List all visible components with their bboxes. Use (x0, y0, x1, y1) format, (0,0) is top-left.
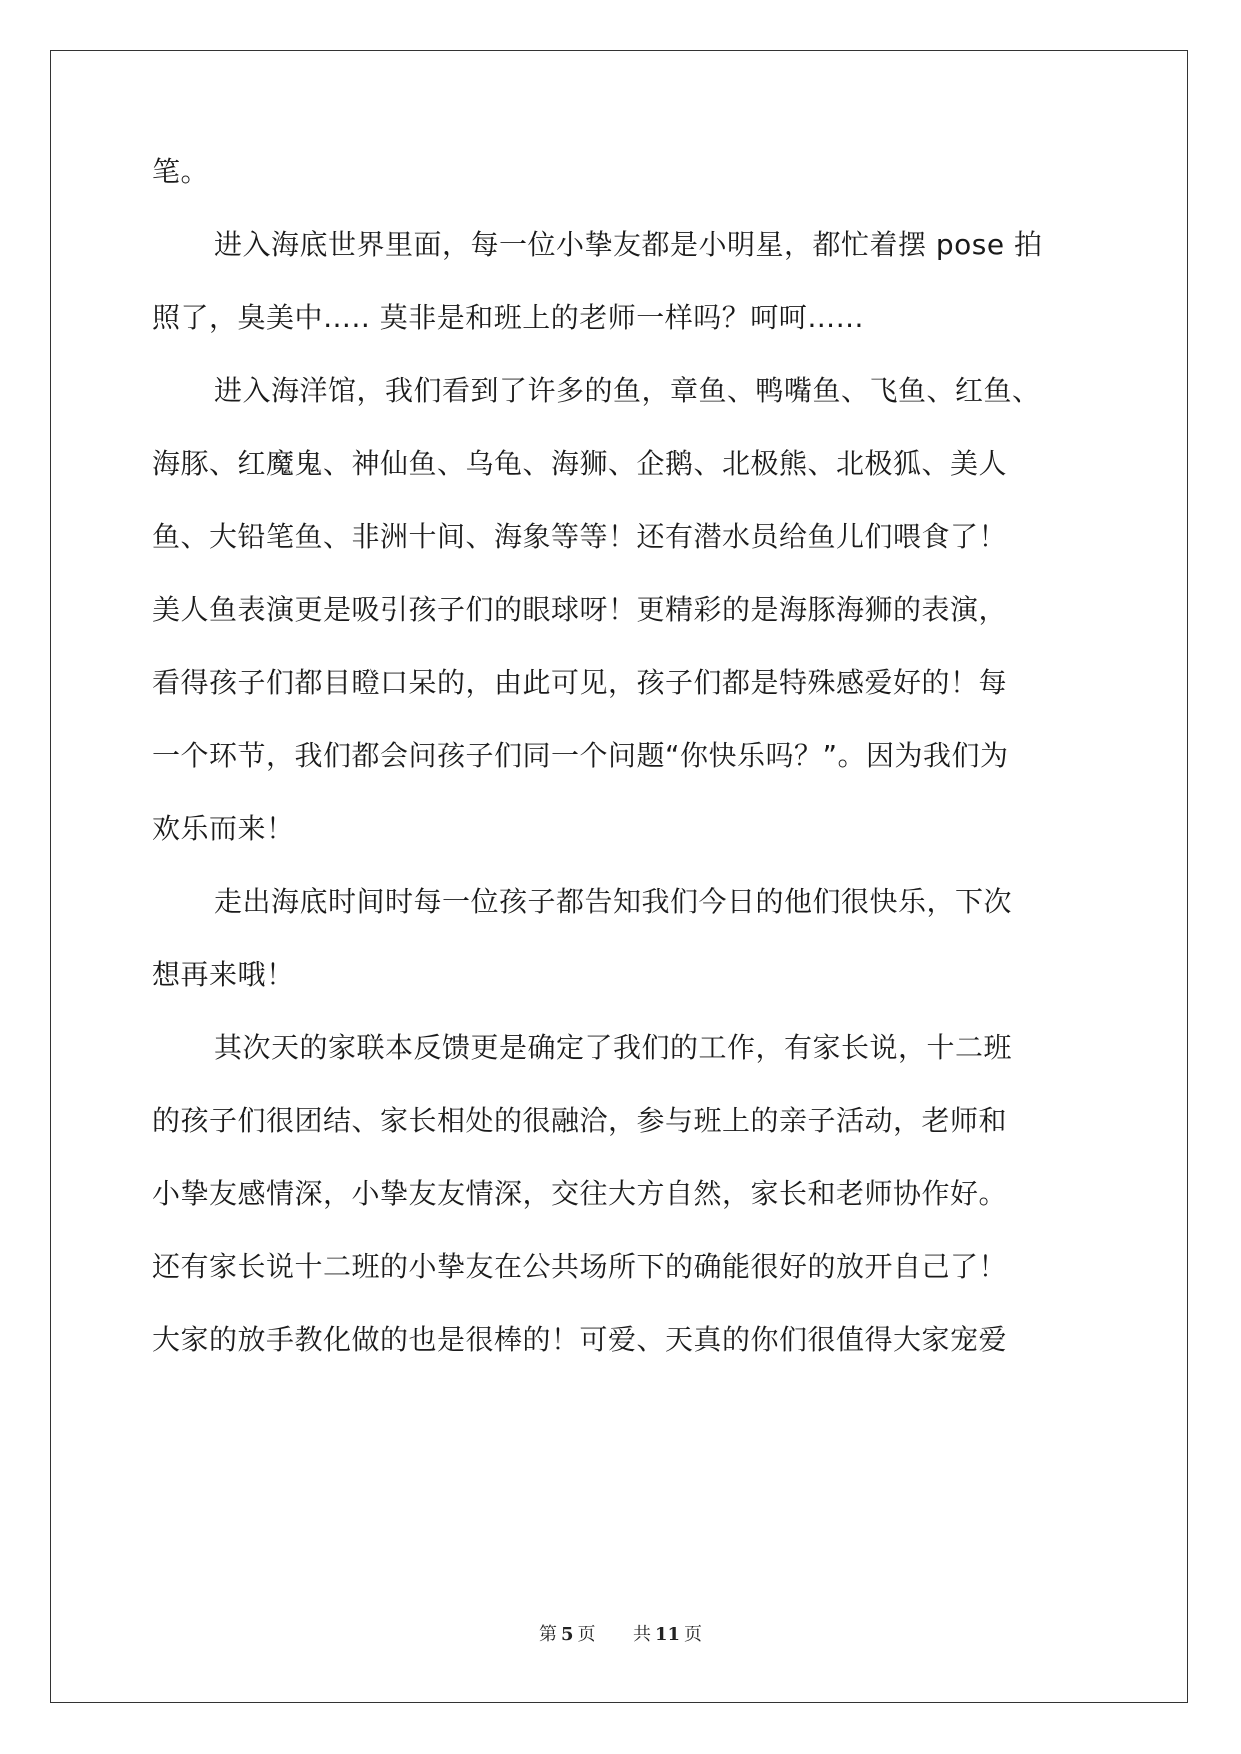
paragraph-first-line: 进入海底世界里面，每一位小挚友都是小明星，都忙着摆 pose 拍 (214, 228, 1043, 261)
paragraph-first-line: 其次天的家联本反馈更是确定了我们的工作，有家长说，十二班 (214, 1031, 1013, 1064)
text-line: 小挚友感情深，小挚友友情深，交往大方自然，家长和老师协作好。 (152, 1177, 1008, 1210)
total-suffix: 页 (684, 1624, 703, 1645)
text-line: 欢乐而来！ (152, 812, 295, 845)
page-prefix: 第 (538, 1624, 557, 1645)
text-line: 的孩子们很团结、家长相处的很融洽，参与班上的亲子活动，老师和 (152, 1104, 1008, 1137)
paragraph-first-line: 走出海底时间时每一位孩子都告知我们今日的他们很快乐，下次 (214, 885, 1013, 918)
page-suffix: 页 (577, 1624, 596, 1645)
text-line: 想再来哦！ (152, 958, 295, 991)
text-line: 鱼、大铅笔鱼、非洲十间、海象等等！还有潜水员给鱼儿们喂食了！ (152, 520, 1008, 553)
text-line: 照了，臭美中….. 莫非是和班上的老师一样吗？呵呵…... (152, 301, 864, 334)
total-pages: 11 (654, 1624, 681, 1645)
text-line: 还有家长说十二班的小挚友在公共场所下的确能很好的放开自己了！ (152, 1250, 1008, 1283)
page-number: 5 (560, 1624, 574, 1645)
total-prefix: 共 (632, 1624, 651, 1645)
text-line: 大家的放手教化做的也是很棒的！可爱、天真的你们很值得大家宠爱 (152, 1323, 1008, 1356)
text-line: 美人鱼表演更是吸引孩子们的眼球呀！更精彩的是海豚海狮的表演， (152, 593, 1008, 626)
text-line: 笔。 (152, 155, 210, 188)
text-line: 看得孩子们都目瞪口呆的，由此可见，孩子们都是特殊感爱好的！每 (152, 666, 1008, 699)
text-line: 海豚、红魔鬼、神仙鱼、乌龟、海狮、企鹅、北极熊、北极狐、美人 (152, 447, 1008, 480)
text-line: 一个环节，我们都会问孩子们同一个问题“你快乐吗？”。因为我们为 (152, 739, 1009, 772)
paragraph-first-line: 进入海洋馆，我们看到了许多的鱼，章鱼、鸭嘴鱼、飞鱼、红鱼、 (214, 374, 1041, 407)
page-footer (0, 1620, 1241, 1646)
